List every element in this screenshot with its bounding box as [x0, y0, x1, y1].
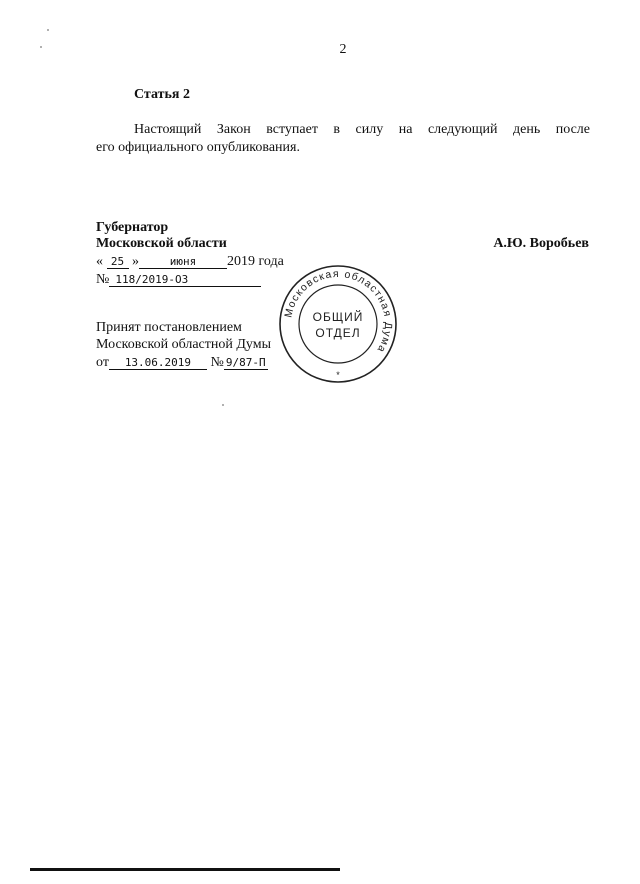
date-day: 25: [107, 255, 129, 269]
scan-speck: [47, 29, 49, 31]
scan-speck: [222, 404, 224, 406]
adopted-number-value: 9/87-П: [224, 356, 268, 370]
article-text-line-2: его официального опубликования.: [96, 140, 300, 155]
stamp-star: *: [336, 370, 340, 380]
adopted-date-number: [96, 355, 268, 371]
law-number: [96, 272, 261, 288]
adopted-line-1: Принят постановлением: [96, 320, 242, 335]
governor-title: Губернатор: [96, 220, 169, 235]
adopted-line-2: Московской областной Думы: [96, 337, 271, 352]
date-close-quote: »: [132, 254, 139, 269]
page-number: 2: [339, 42, 347, 57]
date-year: 2019 года: [227, 254, 284, 269]
date-open-quote: «: [96, 254, 103, 269]
signing-date: [96, 254, 284, 270]
date-month: июня: [139, 255, 227, 269]
adopted-number-label: №: [210, 355, 224, 370]
adopted-date-value: 13.06.2019: [109, 356, 207, 370]
law-number-label: №: [96, 272, 110, 287]
adopted-date-label: от: [96, 355, 109, 370]
governor-region: Московской области: [96, 236, 227, 251]
stamp-ring-text-path: Московская областная Дума: [282, 267, 395, 356]
bottom-rule: [30, 868, 340, 871]
article-text-line-1: Настоящий Закон вступает в силу на следующий день после: [134, 122, 590, 137]
stamp-center-line-1: ОБЩИЙ: [312, 310, 364, 324]
scan-speck: [40, 46, 42, 48]
stamp-center-line-2: ОТДЕЛ: [315, 326, 361, 340]
official-stamp: [277, 263, 399, 385]
law-number-value: 118/2019-ОЗ: [109, 273, 261, 287]
article-title: Статья 2: [134, 87, 190, 102]
governor-name: А.Ю. Воробьев: [493, 236, 589, 251]
